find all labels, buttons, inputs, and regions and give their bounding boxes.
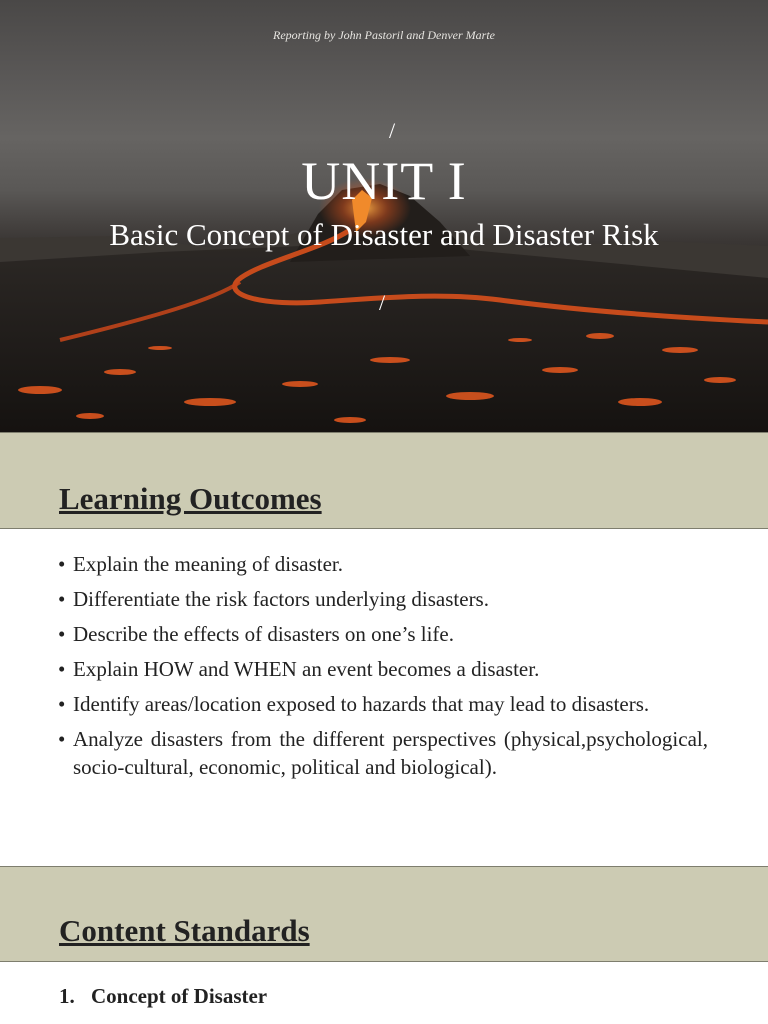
list-item-text: Differentiate the risk factors underlying disasters. bbox=[73, 587, 489, 611]
list-item-text: Concept of Disaster bbox=[91, 984, 268, 1008]
list-item-text: Analyze disasters from the different perspectives (physical,psychological, socio-cultural, economic, political and biological). bbox=[73, 727, 708, 779]
unit-subtitle: Basic Concept of Disaster and Disaster Risk bbox=[109, 217, 659, 252]
list-item bbox=[58, 620, 708, 648]
list-item-number: 1. bbox=[59, 984, 75, 1008]
list-item bbox=[58, 655, 708, 683]
list-item bbox=[58, 585, 708, 613]
list-item-text: Describe the effects of disasters on one’s life. bbox=[73, 622, 454, 646]
content-standards-list bbox=[59, 982, 659, 1010]
bullet-icon: • bbox=[58, 692, 66, 716]
list-item-text: Explain HOW and WHEN an event becomes a disaster. bbox=[73, 657, 540, 681]
list-item-text: Explain the meaning of disaster. bbox=[73, 552, 344, 576]
content-standards-heading: Content Standards bbox=[59, 913, 310, 948]
list-item bbox=[58, 690, 708, 718]
bullet-icon: • bbox=[58, 657, 66, 681]
decorative-slash: / bbox=[378, 290, 386, 315]
decorative-slash: / bbox=[388, 118, 396, 143]
title-slide bbox=[0, 0, 768, 432]
content-standards-header bbox=[0, 866, 768, 962]
bullet-icon: • bbox=[58, 727, 66, 751]
list-item bbox=[58, 550, 708, 578]
list-item bbox=[58, 725, 708, 781]
learning-outcomes-heading: Learning Outcomes bbox=[59, 481, 322, 516]
bullet-icon: • bbox=[58, 622, 66, 646]
list-item-text: Identify areas/location exposed to hazards that may lead to disasters. bbox=[73, 692, 650, 716]
unit-title: UNIT I bbox=[301, 151, 467, 211]
learning-outcomes-header bbox=[0, 432, 768, 529]
learning-outcomes-list bbox=[58, 550, 708, 788]
byline: Reporting by John Pastoril and Denver Marte bbox=[273, 28, 495, 42]
bullet-icon: • bbox=[58, 552, 66, 576]
list-item bbox=[59, 982, 659, 1010]
bullet-icon: • bbox=[58, 587, 66, 611]
